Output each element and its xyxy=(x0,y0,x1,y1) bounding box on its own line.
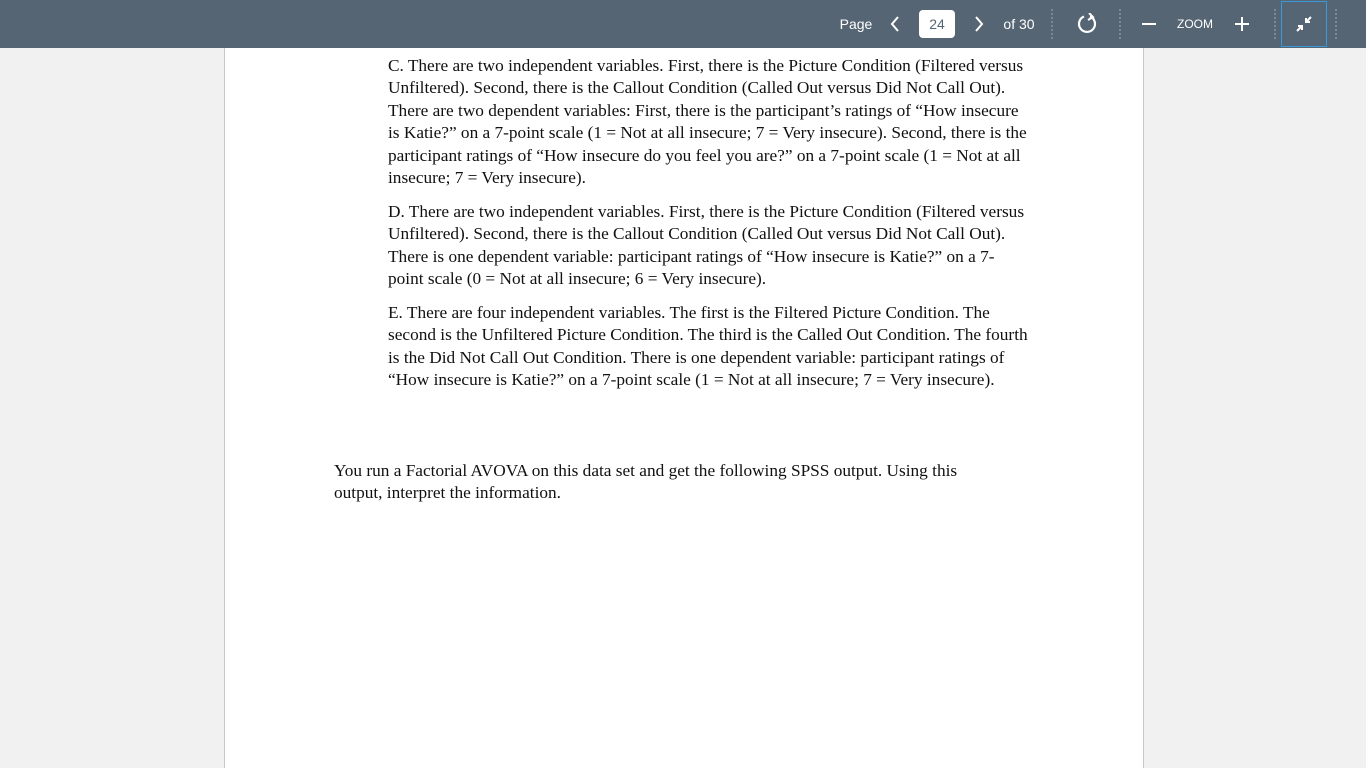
answer-option-e: E. There are four independent variables. The first is the Filtered Picture Condition. The second is the Unfiltered Picture Condition. The third is the Called Out Condition. The fourth is the Did Not Call Out Condition. There is one dependent variable: participant ratings of “How insecure is Katie?” on a 7-point scale (1 = Not at all insecure; 7 = Very insecure). xyxy=(388,303,1028,390)
next-page-button[interactable] xyxy=(966,0,992,48)
collapse-icon xyxy=(1295,15,1313,33)
exit-fullscreen-button[interactable] xyxy=(1281,1,1327,47)
previous-page-button[interactable] xyxy=(882,0,908,48)
minus-icon xyxy=(1141,16,1157,32)
rotate-icon xyxy=(1076,13,1098,35)
answer-option-c: C. There are two independent variables. First, there is the Picture Condition (Filtered versus Unfiltered). Second, there is the Callout Condition (Called Out versus Did Not Call Out). There are two dependent variables: First, there is the participant’s ratings of “How insecure is Katie?” on a 7-point scale (1 = Not at all insecure; 7 = Very insecure). Second, there is the participant ratings of “How insecure do you feel you are?” on a 7-point scale (1 = Not at all insecure; 7 = Very insecure). xyxy=(388,56,1027,188)
divider xyxy=(1051,9,1053,39)
zoom-in-button[interactable] xyxy=(1229,0,1255,48)
plus-icon xyxy=(1234,16,1250,32)
page-number-input[interactable] xyxy=(919,10,955,38)
divider xyxy=(1119,9,1121,39)
zoom-label: ZOOM xyxy=(1177,17,1213,31)
answer-option-d: D. There are two independent variables. First, there is the Picture Condition (Filtered versus Unfiltered). Second, there is the Callout Condition (Called Out versus Did Not Call Out). There is one dependent variable: participant ratings of “How insecure is Katie?” on a 7-point scale (0 = Not at all insecure; 6 = Very insecure). xyxy=(388,202,1025,289)
divider xyxy=(1335,9,1337,39)
question-paragraph: You run a Factorial AVOVA on this data set and get the following SPSS output. Using this output, interpret the information. xyxy=(334,461,958,503)
rotate-button[interactable] xyxy=(1072,0,1102,48)
pdf-toolbar xyxy=(0,0,1366,48)
chevron-right-icon xyxy=(973,15,985,33)
document-page xyxy=(224,48,1144,768)
chevron-left-icon xyxy=(889,15,901,33)
page-label: Page xyxy=(839,16,873,32)
divider xyxy=(1274,9,1276,39)
zoom-out-button[interactable] xyxy=(1136,0,1162,48)
page-count: of 30 xyxy=(1003,16,1035,32)
